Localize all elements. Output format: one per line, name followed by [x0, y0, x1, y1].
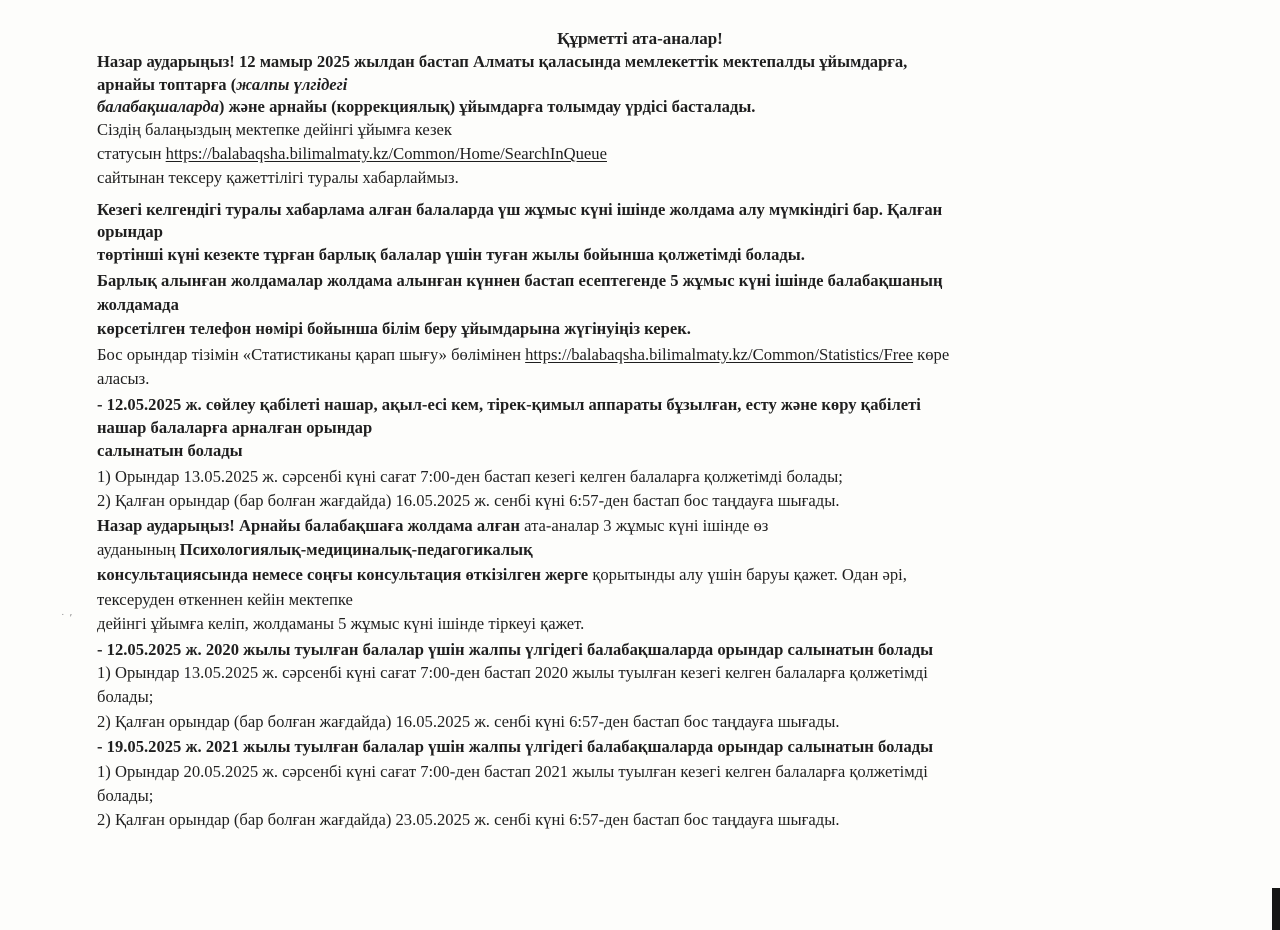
- bold-text: жалпы үлгідегі: [236, 75, 348, 94]
- text-line: [97, 686, 153, 708]
- text-line: [97, 167, 459, 189]
- text-segment: қорытынды алу үшін баруы қажет. Одан әрі,: [588, 565, 907, 584]
- bold-text: орындар: [97, 222, 163, 241]
- text-line: [97, 539, 533, 561]
- text-line: [97, 639, 933, 661]
- bold-text: - 12.05.2025 ж. 2020 жылы туылған балалар үшін жалпы үлгідегі балабақшаларда орындар салынатын болады: [97, 640, 934, 659]
- text-segment: статусын: [97, 144, 166, 163]
- url-link[interactable]: https://balabaqsha.bilimalmaty.kz/Common/Statistics/Free: [525, 345, 914, 364]
- bold-text: Психологиялық-медициналық-педагогикалық: [179, 540, 533, 559]
- bold-text: Назар аударыңыз! Арнайы балабақшаға жолдама алған: [97, 516, 520, 535]
- bold-text: - 12.05.2025 ж. сөйлеу қабілеті нашар, ақыл-есі кем, тірек-қимыл аппараты бұзылған, есту және көру қабілеті: [97, 395, 921, 414]
- text-line: [97, 809, 840, 831]
- text-segment: 2) Қалған орындар (бар болған жағдайда) 16.05.2025 ж. сенбі күні 6:57-ден бастап бос таңдауға шығады.: [97, 712, 840, 731]
- text-line: [97, 96, 755, 118]
- text-line: [97, 440, 243, 462]
- text-line: [97, 244, 805, 266]
- text-segment: Сіздің балаңыздың мектепке дейінгі ұйымға кезек: [97, 120, 452, 139]
- text-line: [97, 199, 942, 221]
- text-segment: дейінгі ұйымға келіп, жолдаманы 5 жұмыс күні ішінде тіркеуі қажет.: [97, 614, 585, 633]
- url-link[interactable]: https://balabaqsha.bilimalmaty.kz/Common/Home/SearchInQueue: [165, 144, 607, 163]
- text-line: [97, 143, 607, 165]
- text-line: [97, 613, 584, 635]
- document-title: Құрметті ата-аналар!: [557, 29, 723, 48]
- text-segment: 1) Орындар 20.05.2025 ж. сәрсенбі күні сағат 7:00-ден бастап 2021 жылы туылған кезегі келген балаларға қолжетімді: [97, 762, 928, 781]
- bold-text: нашар балаларға арналған орындар: [97, 418, 373, 437]
- text-line: [97, 761, 928, 783]
- text-line: [97, 417, 372, 439]
- text-line: [97, 394, 921, 416]
- text-segment: көре: [913, 345, 950, 364]
- text-line: [97, 515, 768, 537]
- bold-text: салынатын болады: [97, 441, 243, 460]
- text-line: [97, 344, 949, 366]
- text-segment: тексеруден өткеннен кейін мектепке: [97, 590, 353, 609]
- bold-text: - 19.05.2025 ж. 2021 жылы туылған балалар үшін жалпы үлгідегі балабақшаларда орындар салынатын болады: [97, 737, 934, 756]
- bold-text: ) және арнайы (коррекциялық) ұйымдарға толымдау үрдісі басталады.: [218, 97, 756, 116]
- text-line: [97, 490, 840, 512]
- bold-text: Барлық алынған жолдамалар жолдама алынған күннен бастап есептегенде 5 жұмыс күні ішінде балабақшаның: [97, 271, 943, 290]
- text-line: [97, 564, 907, 586]
- text-segment: ата-аналар 3 жұмыс күні ішінде өз: [520, 516, 769, 535]
- text-line: [97, 589, 353, 611]
- text-segment: аласыз.: [97, 369, 150, 388]
- text-segment: Бос орындар тізімін «Статистиканы қарап шығу» бөлімінен: [97, 345, 526, 364]
- text-line: [97, 74, 347, 96]
- bold-text: консультациясында немесе соңғы консультация өткізілген жерге: [97, 565, 589, 584]
- bold-text: жолдамада: [97, 295, 179, 314]
- text-segment: 1) Орындар 13.05.2025 ж. сәрсенбі күні сағат 7:00-ден бастап кезегі келген балаларға қолжетімді болады;: [97, 467, 843, 486]
- text-line: [97, 662, 928, 684]
- text-line: [97, 711, 840, 733]
- text-segment: болады;: [97, 786, 154, 805]
- text-line: [97, 119, 452, 141]
- text-segment: ауданының: [97, 540, 180, 559]
- text-segment: сайтынан тексеру қажеттілігі туралы хабарлаймыз.: [97, 168, 459, 187]
- bold-text: төртінші күні кезекте тұрған барлық балалар үшін туған жылы бойынша қолжетімді болады.: [97, 245, 805, 264]
- scan-edge-shadow: [1272, 888, 1280, 930]
- text-segment: 1) Орындар 13.05.2025 ж. сәрсенбі күні сағат 7:00-ден бастап 2020 жылы туылған кезегі келген балаларға қолжетімді: [97, 663, 928, 682]
- text-line: [97, 736, 933, 758]
- text-segment: 2) Қалған орындар (бар болған жағдайда) 16.05.2025 ж. сенбі күні 6:57-ден бастап бос таңдауға шығады.: [97, 491, 840, 510]
- text-line: [97, 466, 843, 488]
- text-segment: 2) Қалған орындар (бар болған жағдайда) 23.05.2025 ж. сенбі күні 6:57-ден бастап бос таңдауға шығады.: [97, 810, 840, 829]
- text-line: [97, 270, 943, 292]
- text-line: [97, 221, 163, 243]
- text-line: [97, 318, 691, 340]
- text-line: [97, 294, 179, 316]
- bold-text: Назар аударыңыз! 12 мамыр 2025 жылдан бастап Алматы қаласында мемлекеттік мектепалды ұйымдарға,: [97, 52, 908, 71]
- scan-speck: ˙ ’: [60, 612, 73, 625]
- text-segment: болады;: [97, 687, 154, 706]
- text-line: [97, 368, 149, 390]
- bold-text: балабақшаларда: [97, 97, 219, 116]
- bold-text: Кезегі келгендігі туралы хабарлама алған балаларда үш жұмыс күні ішінде жолдама алу мүмкіндігі бар. Қалған: [97, 200, 943, 219]
- text-line: [97, 51, 907, 73]
- bold-text: көрсетілген телефон нөмірі бойынша білім беру ұйымдарына жүгінуіңіз керек.: [97, 319, 691, 338]
- bold-text: арнайы топтарға (: [97, 75, 237, 94]
- text-line: [97, 785, 153, 807]
